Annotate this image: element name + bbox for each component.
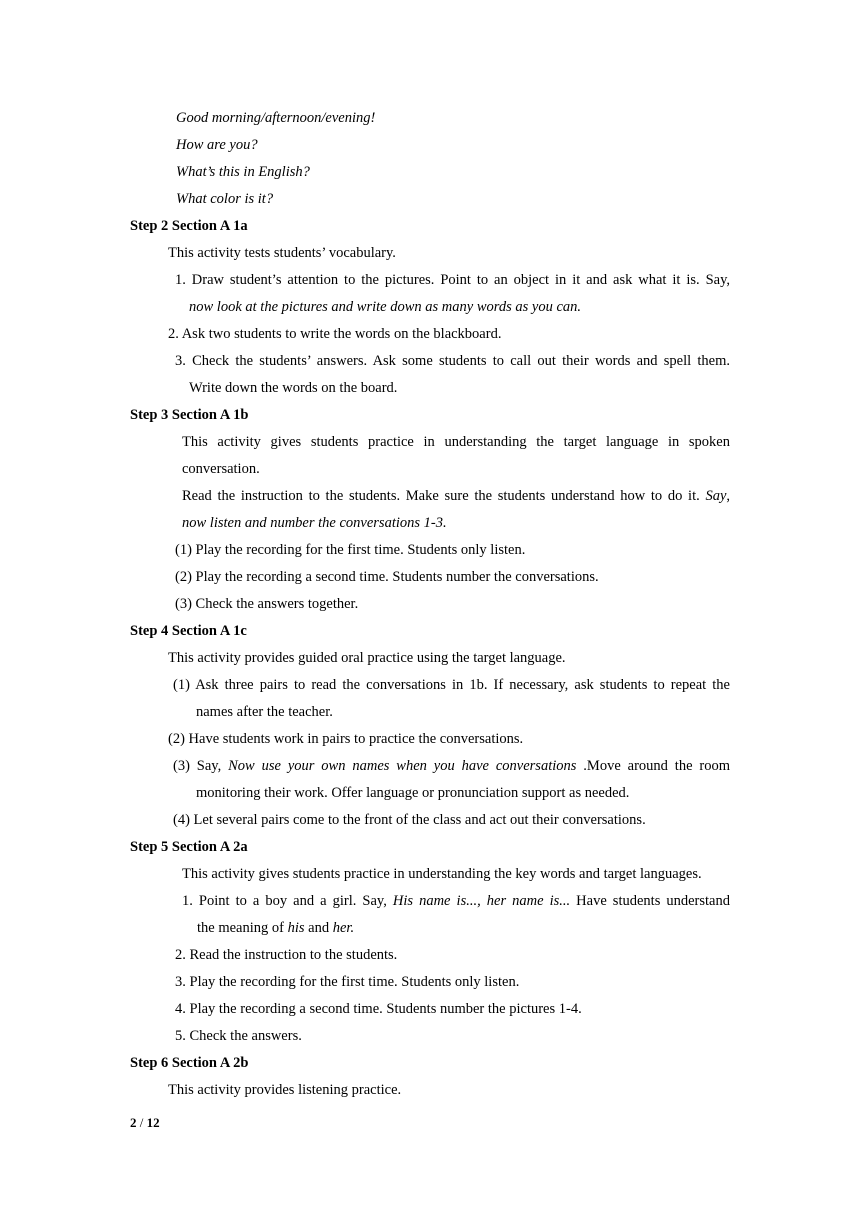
step4-point-1-line2: names after the teacher. — [196, 704, 333, 720]
step2-item3-line1: 3. Check the students’ answers. Ask some students to call out their words and spell them. — [175, 353, 730, 369]
step5-point-1-line2 — [197, 918, 354, 938]
step2-item1-line2: now look at the pictures and write down as many words as you can. — [189, 299, 582, 315]
page-total: 12 — [146, 1115, 160, 1130]
step5-intro: This activity gives students practice in understanding the key words and target languages. — [182, 866, 702, 882]
step2-item3-line2: Write down the words on the board. — [189, 380, 398, 396]
step4-point-3-line1 — [173, 756, 730, 776]
greeting-line-3: What’s this in English? — [176, 164, 310, 180]
step3-instruction-line2: now listen and number the conversations 1-3. — [182, 515, 447, 531]
step5-heading: Step 5 Section A 2a — [130, 839, 248, 855]
step3-instruction-line1 — [182, 486, 730, 506]
step4-point-3-post: .Move around the room — [583, 758, 730, 774]
step6-heading: Step 6 Section A 2b — [130, 1055, 249, 1071]
step3-intro-line1: This activity gives students practice in understanding the target language in spoken — [182, 434, 730, 450]
step5-point-2: 2. Read the instruction to the students. — [175, 947, 398, 963]
step3-point-3: (3) Check the answers together. — [175, 596, 359, 612]
step3-heading: Step 3 Section A 1b — [130, 407, 249, 423]
step5-point-1-line1 — [182, 891, 730, 911]
step2-intro: This activity tests students’ vocabulary. — [168, 245, 396, 261]
step5-point-5: 5. Check the answers. — [175, 1028, 302, 1044]
step5-point-1-post: Have students understand — [576, 893, 730, 909]
page-number — [130, 1113, 160, 1133]
step5-point-4: 4. Play the recording a second time. Students number the pictures 1-4. — [175, 1001, 582, 1017]
step3-point-2: (2) Play the recording a second time. Students number the conversations. — [175, 569, 599, 585]
step3-intro-line2: conversation. — [182, 461, 260, 477]
step5-point-1-meaning: the meaning of — [197, 920, 284, 936]
step5-point-3: 3. Play the recording for the first time. Students only listen. — [175, 974, 520, 990]
step3-instruction-text: Read the instruction to the students. Make sure the students understand how to do it. — [182, 488, 700, 504]
step2-item1-line1: 1. Draw student’s attention to the pictures. Point to an object in it and ask what it is. Say, — [175, 272, 730, 288]
step5-point-1-italic: His name is..., her name is... — [392, 893, 571, 909]
step3-say: Say — [705, 488, 727, 504]
step2-heading: Step 2 Section A 1a — [130, 218, 248, 234]
step4-heading: Step 4 Section A 1c — [130, 623, 247, 639]
page-current: 2 — [130, 1115, 137, 1130]
step3-say-comma: , — [726, 488, 730, 504]
greeting-line-4: What color is it? — [176, 191, 274, 207]
step5-point-1-her: her. — [332, 920, 355, 936]
step4-point-3-pre: (3) Say, — [173, 758, 222, 774]
step6-intro: This activity provides listening practice. — [168, 1082, 402, 1098]
step5-point-1-his: his — [287, 920, 305, 936]
step4-point-3-line2: monitoring their work. Offer language or pronunciation support as needed. — [196, 785, 630, 801]
step3-point-1: (1) Play the recording for the first time. Students only listen. — [175, 542, 526, 558]
step4-intro: This activity provides guided oral practice using the target language. — [168, 650, 566, 666]
step4-point-4: (4) Let several pairs come to the front of the class and act out their conversations. — [173, 812, 646, 828]
greeting-line-2: How are you? — [176, 137, 258, 153]
step2-item2: 2. Ask two students to write the words on the blackboard. — [168, 326, 502, 342]
page-separator: / — [139, 1115, 144, 1130]
step4-point-2: (2) Have students work in pairs to practice the conversations. — [168, 731, 524, 747]
step5-point-1-and: and — [308, 920, 330, 936]
step5-point-1-pre: 1. Point to a boy and a girl. Say, — [182, 893, 387, 909]
step4-point-3-italic: Now use your own names when you have conversations — [228, 758, 577, 774]
step4-point-1-line1: (1) Ask three pairs to read the conversations in 1b. If necessary, ask students to repeat the — [173, 677, 730, 693]
greeting-line-1: Good morning/afternoon/evening! — [176, 110, 376, 126]
